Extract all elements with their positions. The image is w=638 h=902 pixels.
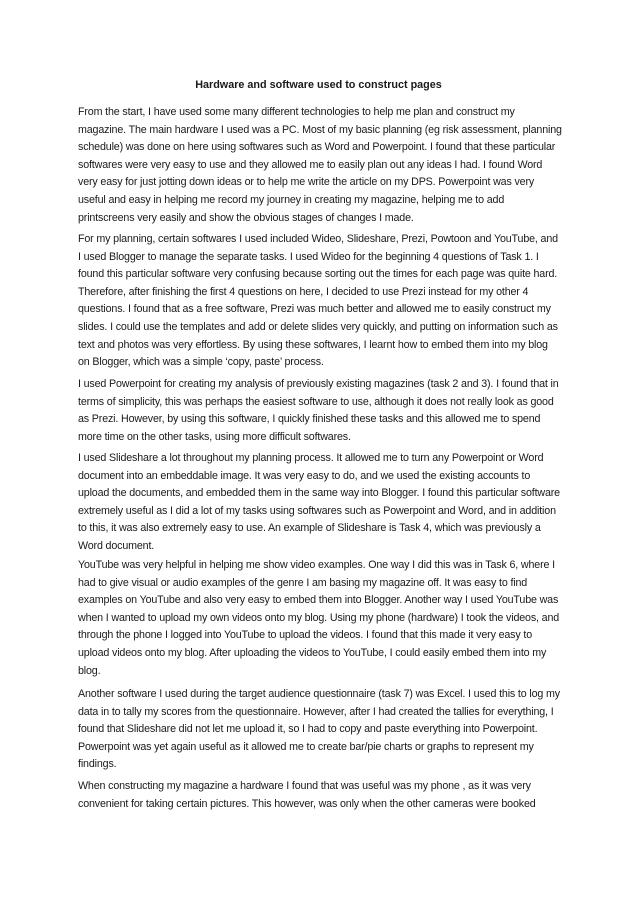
document-title: Hardware and software used to construct pages: [195, 79, 442, 91]
paragraph-phone: When constructing my magazine a hardware I found that was useful was my phone , as it was very convenient for taking certain pictures. This however, was only when the other cameras were booked: [78, 780, 536, 810]
paragraph-hardware-intro: From the start, I have used some many different technologies to help me plan and construct my magazine. The main hardware I used was a PC. Most of my basic planning (eg risk assessment, planning schedule) was done on here using softwares such as Word and Powerpoint. I found that these particular softwares were very easy to use and they allowed me to easily plan out any ideas I had. I found Word very easy for just jotting down ideas or to help me write the article on my DPS. Powerpoint was very useful and easy in helping me record my journey in creating my magazine, helping me to add printscreens very easily and show the obvious stages of changes I made.: [78, 106, 562, 224]
paragraph-slideshare: I used Slideshare a lot throughout my planning process. It allowed me to turn any Powerpoint or Word document into an embeddable image. It was very easy to do, and we used the existing accounts to upload the documents, and embedded them in the same way into Blogger. I found this particular software extremely useful as I did a lot of my tasks using softwares such as Powerpoint and Word, and in addition to this, it was also extremely easy to use. An example of Slideshare is Task 4, which was previously a Word document.: [78, 452, 560, 552]
paragraph-excel: Another software I used during the target audience questionnaire (task 7) was Excel. I used this to log my data in to tally my scores from the questionnaire. However, after I had created the tallies for everything, I found that Slideshare did not let me upload it, so I had to copy and paste everything into Powerpoint. Powerpoint was yet again useful as it allowed me to create bar/pie charts or graphs to represent my findings.: [78, 688, 560, 771]
paragraph-powerpoint: I used Powerpoint for creating my analysis of previously existing magazines (task 2 and 3). I found that in terms of simplicity, this was perhaps the easiest software to use, although it does not really look as good as Prezi. However, by using this software, I quickly finished these tasks and this allowed me to spend more time on the other tasks, using more difficult softwares.: [78, 378, 559, 443]
paragraph-planning-software: For my planning, certain softwares I used included Wideo, Slideshare, Prezi, Powtoon and YouTube, and I used Blogger to manage the separate tasks. I used Wideo for the beginning 4 questions of Task 1. I found this particular software very confusing because sorting out the times for each page was quite hard. Therefore, after finishing the first 4 questions on here, I decided to use Prezi instead for my other 4 questions. I found that as a free software, Prezi was much better and allowed me to easily construct my slides. I could use the templates and add or delete slides very quickly, and putting on information such as text and photos was very effortless. By using these softwares, I learnt how to embed them into my blog on Blogger, which was a simple ‘copy, paste’ process.: [78, 233, 558, 369]
paragraph-youtube: YouTube was very helpful in helping me show video examples. One way I did this was in Task 6, where I had to give visual or audio examples of the genre I am basing my magazine off. It was easy to find examples on YouTube and also very easy to embed them into Blogger. Another way I used YouTube was when I wanted to upload my own videos onto my blog. Using my phone (hardware) I took the videos, and through the phone I logged into YouTube to upload the videos. I found that this made it very easy to upload videos onto my blog. After uploading the videos to YouTube, I could easily embed them into my blog.: [78, 559, 560, 677]
